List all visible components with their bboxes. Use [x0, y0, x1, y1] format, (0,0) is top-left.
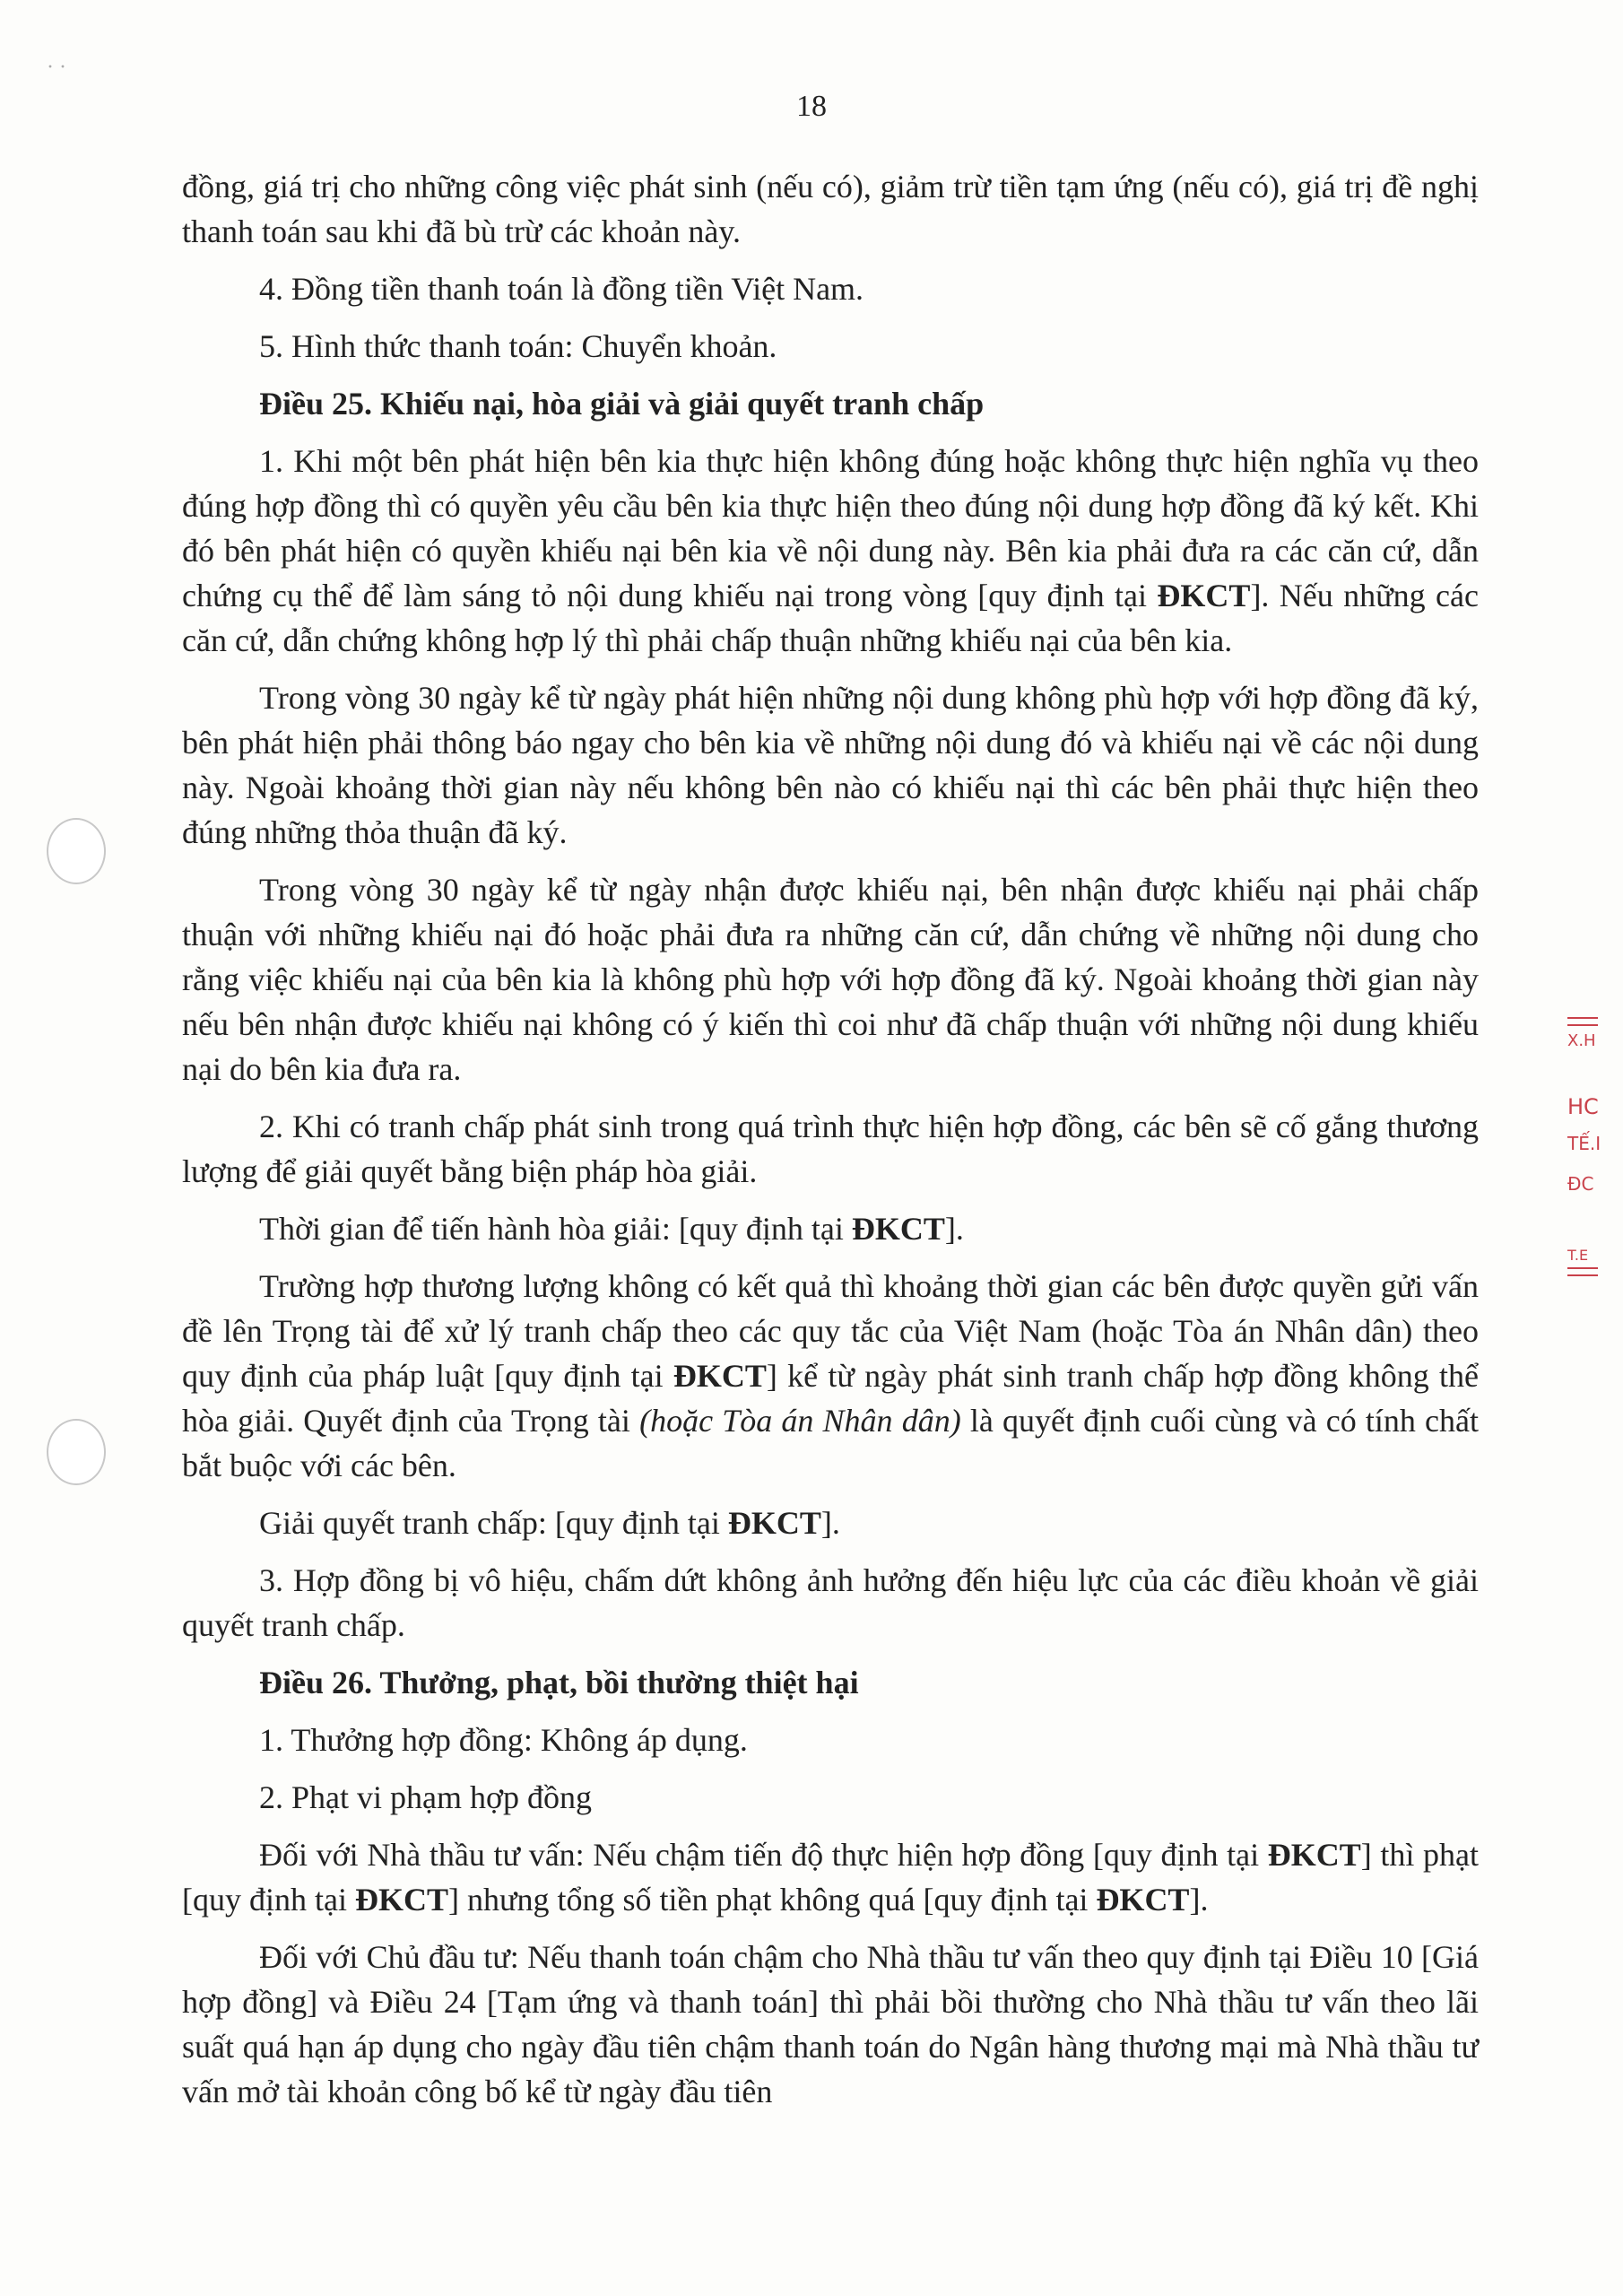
- paragraph: 4. Đồng tiền thanh toán là đồng tiền Việt Nam.: [259, 271, 864, 307]
- text-run: ].: [1189, 1882, 1209, 1918]
- text-run: ] nhưng tổng số tiền phạt không quá [quy định tại: [448, 1882, 1097, 1918]
- dkct-reference: ĐKCT: [727, 1505, 821, 1541]
- scan-corner-marks: · ·: [47, 56, 66, 79]
- text-run: ] thì phạt [quy định tại: [182, 1837, 1479, 1918]
- paragraph: 2. Phạt vi phạm hợp đồng: [259, 1779, 593, 1815]
- text-run: ].: [944, 1211, 964, 1247]
- italic-run: (hoặc Tòa án Nhân dân): [639, 1403, 961, 1439]
- stamp-text: TẾ.I: [1567, 1133, 1601, 1154]
- text-run: 1. Khi một bên phát hiện bên kia thực hiện không đúng hoặc không thực hiện nghĩa vụ theo đúng hợp đồng thì có quyền yêu cầu bên kia thực hiện theo đúng nội dung hợp đồng đã ký kết. Khi đó bên phát hiện có quyền khiếu nại bên kia về nội dung này. Bên kia phải đưa ra các căn cứ, dẫn chứng cụ thể để làm sáng tỏ nội dung khiếu nại trong vòng [quy định tại: [182, 443, 1479, 613]
- paragraph: 5. Hình thức thanh toán: Chuyển khoản.: [259, 328, 777, 364]
- dkct-reference: ĐKCT: [1157, 578, 1251, 613]
- paragraph: đồng, giá trị cho những công việc phát sinh (nếu có), giảm trừ tiền tạm ứng (nếu có), giá trị đề nghị thanh toán sau khi đã bù trừ các khoản này.: [182, 169, 1479, 249]
- text-run: ]. Nếu những các căn cứ, dẫn chứng không hợp lý thì phải chấp thuận những khiếu nại của bên kia.: [182, 578, 1479, 658]
- text-run: Thời gian để tiến hành hòa giải: [quy định tại: [259, 1211, 852, 1247]
- paragraph: 3. Hợp đồng bị vô hiệu, chấm dứt không ảnh hưởng đến hiệu lực của các điều khoản về giải quyết tranh chấp.: [182, 1562, 1479, 1643]
- dkct-reference: ĐKCT: [673, 1358, 767, 1394]
- dkct-reference: ĐKCT: [1267, 1837, 1361, 1873]
- dkct-reference: ĐKCT: [354, 1882, 448, 1918]
- paragraph: Trong vòng 30 ngày kể từ ngày phát hiện những nội dung không phù hợp với hợp đồng đã ký, bên phát hiện phải thông báo ngay cho bên kia về những nội dung đó và khiếu nại về các nội dung này. Ngoài khoảng thời gian này nếu không bên nào có khiếu nại thì các bên phải thực hiện theo đúng những thỏa thuận đã ký.: [182, 680, 1479, 850]
- text-run: Đối với Nhà thầu tư vấn: Nếu chậm tiến độ thực hiện hợp đồng [quy định tại: [259, 1837, 1268, 1873]
- dkct-reference: ĐKCT: [851, 1211, 945, 1247]
- paragraph: [182, 439, 1479, 663]
- stamp-rule: [1567, 1274, 1598, 1276]
- paragraph: Đối với Chủ đầu tư: Nếu thanh toán chậm cho Nhà thầu tư vấn theo quy định tại Điều 10 [Giá hợp đồng] và Điều 24 [Tạm ứng và thanh toán] thì phải bồi thường cho Nhà thầu tư vấn theo lãi suất quá hạn áp dụng cho ngày đầu tiên chậm thanh toán do Ngân hàng thương mại mà Nhà thầu tư vấn mở tài khoản công bố kể từ ngày đầu tiên: [182, 1939, 1479, 2109]
- punch-hole-top: [47, 818, 106, 884]
- paragraph: Trong vòng 30 ngày kể từ ngày nhận được khiếu nại, bên nhận được khiếu nại phải chấp thuận với những khiếu nại đó hoặc phải đưa ra những căn cứ, dẫn chứng về những nội dung cho rằng việc khiếu nại của bên kia là không phù hợp với hợp đồng đã ký. Ngoài khoảng thời gian này nếu bên nhận được khiếu nại không có ý kiến thì coi như đã chấp thuận với những nội dung khiếu nại do bên kia đưa ra.: [182, 872, 1479, 1087]
- article-26-heading: Điều 26. Thưởng, phạt, bồi thường thiệt hại: [259, 1665, 859, 1700]
- paragraph: [182, 1832, 1479, 1922]
- text-run: là quyết định cuối cùng và có tính chất bắt buộc với các bên.: [182, 1403, 1480, 1483]
- paragraph: 2. Khi có tranh chấp phát sinh trong quá trình thực hiện hợp đồng, các bên sẽ cố gắng thương lượng để giải quyết bằng biện pháp hòa giải.: [182, 1109, 1479, 1189]
- punch-hole-bottom: [47, 1419, 106, 1485]
- text-run: Giải quyết tranh chấp: [quy định tại: [259, 1505, 728, 1541]
- stamp-text: HC: [1567, 1094, 1599, 1119]
- text-run: ] kể từ ngày phát sinh tranh chấp hợp đồng không thể hòa giải. Quyết định của Trọng tài: [182, 1358, 1479, 1439]
- paragraph: [182, 1264, 1479, 1488]
- stamp-rule: [1567, 1267, 1598, 1269]
- stamp-rule: [1567, 1024, 1598, 1026]
- page-number: 18: [796, 90, 827, 123]
- dkct-reference: ĐKCT: [1096, 1882, 1190, 1918]
- paragraph: [182, 1206, 1479, 1251]
- document-body: [182, 164, 1479, 2126]
- stamp-text: ĐC: [1567, 1173, 1594, 1195]
- paragraph: [182, 1500, 1479, 1545]
- stamp-rule: [1567, 1017, 1598, 1019]
- paragraph: 1. Thưởng hợp đồng: Không áp dụng.: [259, 1722, 748, 1758]
- article-25-heading: Điều 25. Khiếu nại, hòa giải và giải quyết tranh chấp: [259, 386, 985, 422]
- text-run: Trường hợp thương lượng không có kết quả thì khoảng thời gian các bên được quyền gửi vấn đề lên Trọng tài để xử lý tranh chấp theo các quy tắc của Việt Nam (hoặc Tòa án Nhân dân) theo quy định của pháp luật [quy định tại: [182, 1268, 1479, 1394]
- stamp-text: X.H: [1567, 1031, 1596, 1050]
- margin-stamp: [1567, 1012, 1612, 1281]
- text-run: ].: [820, 1505, 840, 1541]
- stamp-text: T.E: [1567, 1247, 1589, 1264]
